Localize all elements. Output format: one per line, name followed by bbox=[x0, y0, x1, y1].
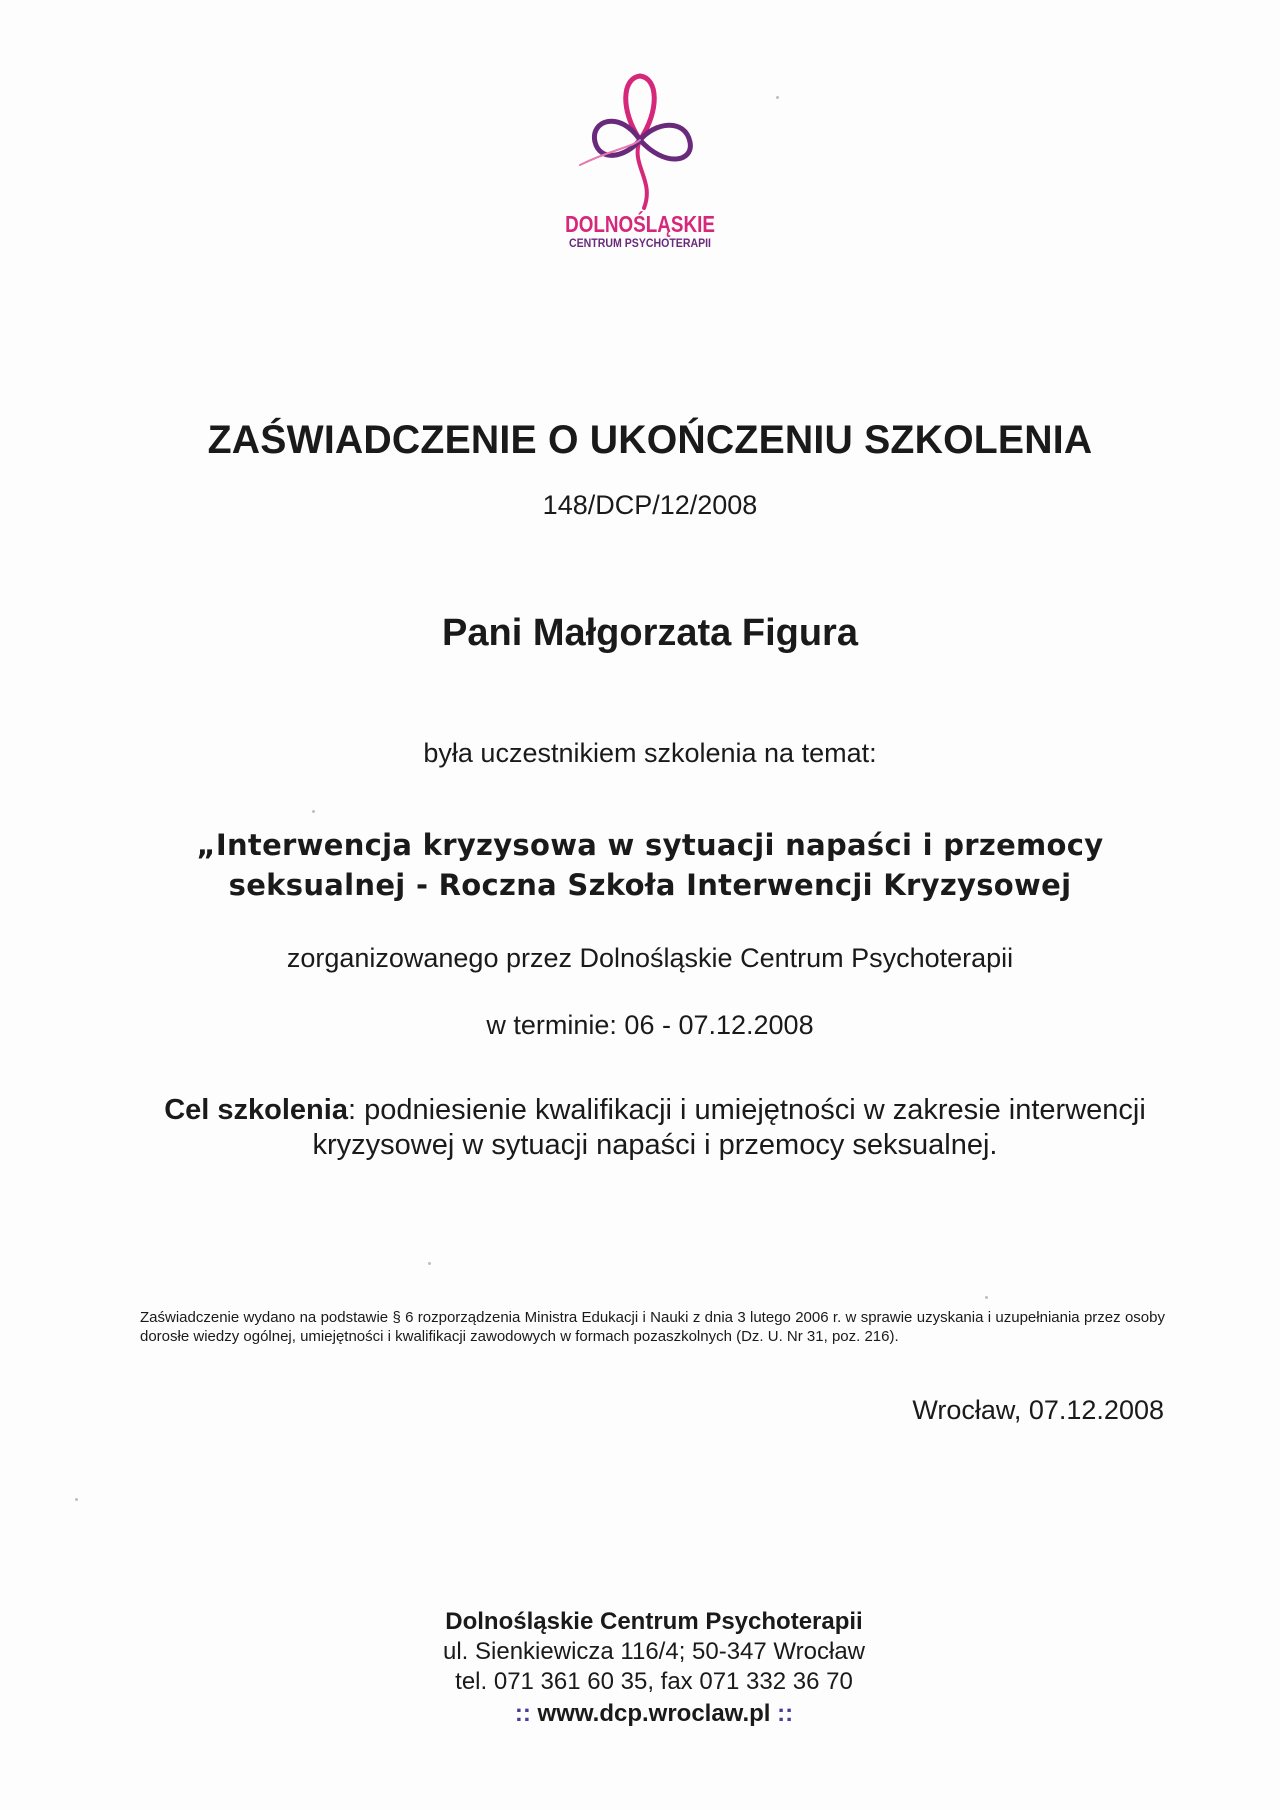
ribbon-logo-icon bbox=[560, 70, 720, 210]
term-text: w terminie: 06 - 07.12.2008 bbox=[486, 1010, 814, 1040]
logo-name: DOLNOŚLĄSKIE bbox=[565, 211, 715, 237]
footer-phone: tel. 071 361 60 35, fax 071 332 36 70 bbox=[455, 1668, 853, 1695]
organization-logo bbox=[540, 70, 740, 270]
scan-speck bbox=[776, 96, 779, 99]
organizer-text: zorganizowanego przez Dolnośląskie Centrum Psychoterapii bbox=[286, 943, 1014, 973]
goal-text: : podniesienie kwalifikacji i umiejętności w zakresie interwencji kryzysowej w sytuacji napaści i przemocy seksualnej. bbox=[312, 1094, 1146, 1161]
topic-line-2: seksualnej - Roczna Szkoła Interwencji Kryzysowej bbox=[228, 868, 1072, 902]
goal-label: Cel szkolenia bbox=[164, 1094, 348, 1126]
scan-speck bbox=[75, 1498, 78, 1501]
certificate-title: ZAŚWIADCZENIE O UKOŃCZENIU SZKOLENIA bbox=[207, 418, 1093, 462]
footer-website-line bbox=[0, 1699, 1280, 1729]
scan-speck bbox=[428, 1262, 431, 1265]
logo-subtitle: CENTRUM PSYCHOTERAPII bbox=[569, 236, 711, 250]
place-date: Wrocław, 07.12.2008 bbox=[912, 1395, 1164, 1425]
participant-text: była uczestnikiem szkolenia na temat: bbox=[423, 738, 877, 768]
topic-line-1: „Interwencja kryzysowa w sytuacji napaści i przemocy bbox=[196, 828, 1104, 862]
footer-address: ul. Sienkiewicza 116/4; 50-347 Wrocław bbox=[443, 1638, 865, 1665]
training-topic bbox=[0, 825, 1280, 905]
certificate-number: 148/DCP/12/2008 bbox=[542, 490, 758, 520]
footer bbox=[0, 1607, 1280, 1729]
scan-speck bbox=[312, 810, 315, 813]
website-link[interactable]: www.dcp.wroclaw.pl bbox=[537, 1700, 771, 1727]
dots-prefix: :: bbox=[514, 1700, 531, 1727]
dots-suffix: :: bbox=[777, 1700, 794, 1727]
footer-organization: Dolnośląskie Centrum Psychoterapii bbox=[445, 1608, 863, 1635]
legal-note: Zaświadczenie wydano na podstawie § 6 rozporządzenia Ministra Edukacji i Nauki z dnia 3 lutego 2006 r. w sprawie uzyskania i uzupełniania przez osoby dorosłe wiedzy ogólnej, umiejętności i kwalifikacji zawodowych w formach pozaszkolnych (Dz. U. Nr 31, poz. 216). bbox=[140, 1309, 1165, 1345]
scan-speck bbox=[985, 1296, 988, 1299]
recipient-name: Pani Małgorzata Figura bbox=[442, 612, 858, 654]
training-goal bbox=[135, 1093, 1175, 1163]
